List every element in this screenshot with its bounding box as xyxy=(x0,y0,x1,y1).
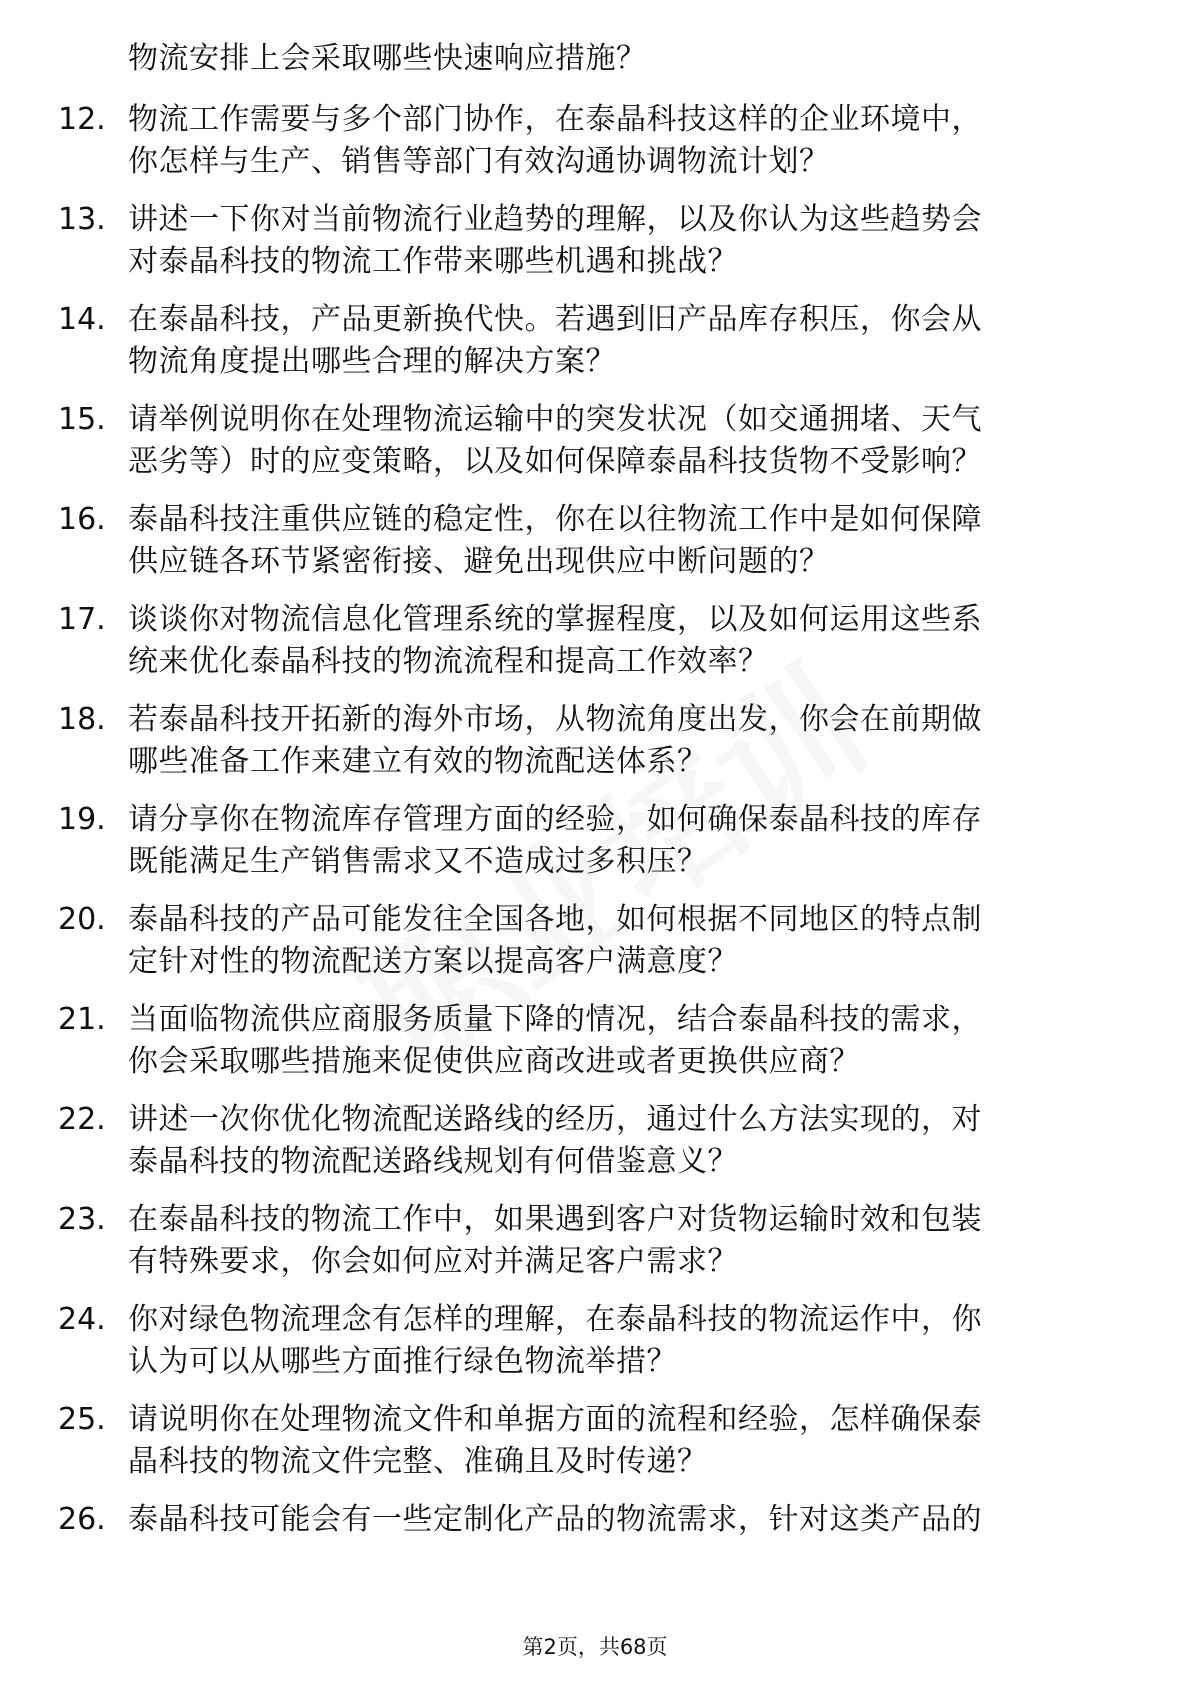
item-number: 17. xyxy=(58,602,106,637)
item-text-line: 在泰晶科技，产品更新换代快。若遇到旧产品库存积压，你会从 xyxy=(128,302,982,337)
list-item xyxy=(0,1299,1190,1399)
item-text-line: 物流工作需要与多个部门协作，在泰晶科技这样的企业环境中， xyxy=(128,102,982,137)
item-text-line: 泰晶科技可能会有一些定制化产品的物流需求，针对这类产品的 xyxy=(128,1502,982,1537)
item-text-line: 哪些准备工作来建立有效的物流配送体系？ xyxy=(128,744,708,779)
item-number: 14. xyxy=(58,302,106,337)
list-item xyxy=(0,899,1190,999)
item-text-line: 请分享你在物流库存管理方面的经验，如何确保泰晶科技的库存 xyxy=(128,802,982,837)
item-text-line: 若泰晶科技开拓新的海外市场，从物流角度出发，你会在前期做 xyxy=(128,702,982,737)
list-item xyxy=(0,499,1190,599)
item-number: 26. xyxy=(58,1502,106,1537)
item-text-line: 认为可以从哪些方面推行绿色物流举措？ xyxy=(128,1344,677,1379)
item-text-line: 你对绿色物流理念有怎样的理解，在泰晶科技的物流运作中，你 xyxy=(128,1302,982,1337)
item-number: 25. xyxy=(58,1402,106,1437)
item-number: 12. xyxy=(58,102,106,137)
list-item xyxy=(0,199,1190,299)
item-text-line: 谈谈你对物流信息化管理系统的掌握程度，以及如何运用这些系 xyxy=(128,602,982,637)
page-number-footer: 第2页，共68页 xyxy=(522,1635,668,1659)
item-text-line: 有特殊要求，你会如何应对并满足客户需求？ xyxy=(128,1244,738,1279)
list-item xyxy=(0,399,1190,499)
item-text-line: 供应链各环节紧密衔接、避免出现供应中断问题的？ xyxy=(128,544,830,579)
question-list xyxy=(0,38,1190,1559)
list-item xyxy=(0,1399,1190,1499)
list-item xyxy=(0,599,1190,699)
item-text-line: 泰晶科技的物流配送路线规划有何借鉴意义？ xyxy=(128,1144,738,1179)
item-text-line: 请说明你在处理物流文件和单据方面的流程和经验，怎样确保泰 xyxy=(128,1402,982,1437)
list-item xyxy=(0,1199,1190,1299)
item-text-line: 统来优化泰晶科技的物流流程和提高工作效率？ xyxy=(128,644,769,679)
item-text-line: 请举例说明你在处理物流运输中的突发状况（如交通拥堵、天气 xyxy=(128,402,982,437)
item-text-line: 恶劣等）时的应变策略，以及如何保障泰晶科技货物不受影响？ xyxy=(128,444,982,479)
list-item xyxy=(0,1499,1190,1559)
item-text-line: 在泰晶科技的物流工作中，如果遇到客户对货物运输时效和包装 xyxy=(128,1202,982,1237)
list-item xyxy=(0,1099,1190,1199)
list-item xyxy=(0,799,1190,899)
list-item xyxy=(0,38,1190,99)
item-text-line: 定针对性的物流配送方案以提高客户满意度？ xyxy=(128,944,738,979)
item-text-line: 讲述一下你对当前物流行业趋势的理解，以及你认为这些趋势会 xyxy=(128,202,982,237)
item-text-line: 物流角度提出哪些合理的解决方案？ xyxy=(128,344,616,379)
item-number: 22. xyxy=(58,1102,106,1137)
list-item xyxy=(0,299,1190,399)
item-number: 24. xyxy=(58,1302,106,1337)
item-number: 23. xyxy=(58,1202,106,1237)
item-text-line: 讲述一次你优化物流配送路线的经历，通过什么方法实现的，对 xyxy=(128,1102,982,1137)
item-number: 16. xyxy=(58,502,106,537)
item-number: 18. xyxy=(58,702,106,737)
list-item xyxy=(0,999,1190,1099)
list-item xyxy=(0,699,1190,799)
item-number: 20. xyxy=(58,902,106,937)
item-number: 19. xyxy=(58,802,106,837)
item-text-line: 你怎样与生产、销售等部门有效沟通协调物流计划？ xyxy=(128,144,830,179)
item-text-line: 你会采取哪些措施来促使供应商改进或者更换供应商？ xyxy=(128,1044,860,1079)
item-text-line: 泰晶科技注重供应链的稳定性，你在以往物流工作中是如何保障 xyxy=(128,502,982,537)
item-text-line: 泰晶科技的产品可能发往全国各地，如何根据不同地区的特点制 xyxy=(128,902,982,937)
item-number: 13. xyxy=(58,202,106,237)
item-number: 15. xyxy=(58,402,106,437)
item-text-line: 当面临物流供应商服务质量下降的情况，结合泰晶科技的需求， xyxy=(128,1002,982,1037)
item-text-line: 对泰晶科技的物流工作带来哪些机遇和挑战？ xyxy=(128,244,738,279)
item-text-line: 物流安排上会采取哪些快速响应措施？ xyxy=(128,41,647,76)
list-item xyxy=(0,99,1190,199)
item-text-line: 晶科技的物流文件完整、准确且及时传递？ xyxy=(128,1444,708,1479)
item-text-line: 既能满足生产销售需求又不造成过多积压？ xyxy=(128,844,708,879)
item-number: 21. xyxy=(58,1002,106,1037)
